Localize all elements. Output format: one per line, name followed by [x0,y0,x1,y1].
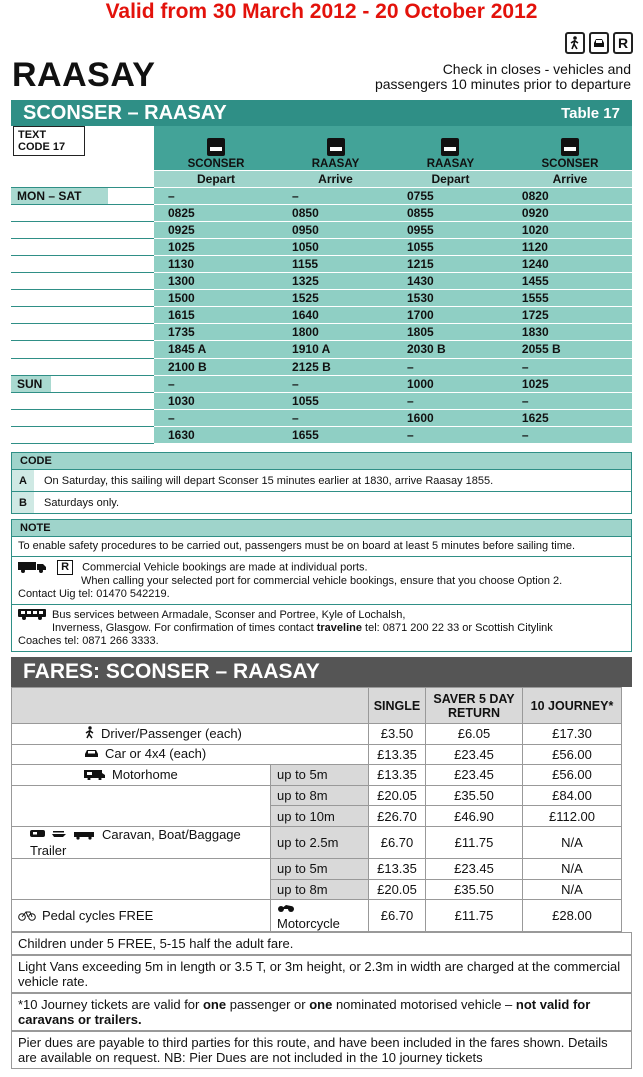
column-header: RAASAY [278,126,393,170]
time-cell: 1120 [508,238,632,255]
sunday-rows [11,375,632,443]
time-cell: 1455 [508,273,632,290]
time-cell: – [508,392,632,409]
time-cell: 1530 [393,290,508,307]
timetable-row [11,204,632,221]
safety-note: To enable safety procedures to be carried out, passengers must be on board at least 5 minutes before sailing time. [12,536,631,556]
time-cell: – [278,375,393,392]
timetable-row [11,324,632,341]
fare-row [12,765,622,786]
fare-row [12,744,622,765]
page-title: RAASAY [12,56,156,94]
fare-value: £23.45 [426,765,523,786]
fare-label: Caravan, Boat/Baggage Trailer [30,826,241,859]
fare-value: £13.35 [369,765,426,786]
timetable-row [11,238,632,255]
time-cell: 0855 [393,204,508,221]
time-cell: 1805 [393,324,508,341]
timetable-subheader-row: Depart Arrive Depart Arrive [11,170,632,187]
time-cell: – [154,187,278,204]
time-cell: 0820 [508,187,632,204]
pedal-cycles-label: Pedal cycles FREE [42,907,154,923]
size-band: up to 5m [271,859,369,880]
fare-value: £23.45 [426,744,523,765]
time-cell: 1240 [508,255,632,272]
time-cell: 1525 [278,290,393,307]
fare-value: N/A [523,826,622,858]
time-cell: 0920 [508,204,632,221]
note-section [11,519,632,652]
fare-value: £56.00 [523,744,622,765]
time-cell: 0755 [393,187,508,204]
note-heading: NOTE [12,520,631,536]
day-label: MON – SAT [11,188,108,204]
time-cell: 1030 [154,392,278,409]
walk-icon [565,32,585,54]
reservation-icon: R [613,32,633,54]
fare-row [12,859,622,880]
fare-row [12,785,622,806]
time-cell: 1555 [508,290,632,307]
motorhome-icon [84,768,106,783]
validity-banner: Valid from 30 March 2012 - 20 October 2012 [105,0,538,23]
header-icons [565,32,633,54]
car-icon [589,32,609,54]
fare-value: £23.45 [426,859,523,880]
bus-icon [18,608,46,622]
time-cell: 1025 [508,375,632,392]
code-section [11,452,632,514]
fare-label: Motorhome [112,766,178,782]
table-number: Table 17 [561,104,620,122]
time-cell: – [508,358,632,375]
time-cell: – [393,358,508,375]
fare-value: £6.70 [369,826,426,858]
time-cell: 1830 [508,324,632,341]
time-cell: 0955 [393,221,508,238]
timetable-row [11,307,632,324]
bikes-row: Pedal cycles FREE Motorcycle £6.70 £11.75 £28.00 [12,900,622,932]
code-item: A On Saturday, this sailing will depart Sconser 15 minutes earlier at 1830, arrive Raasay 1855. [12,469,631,491]
time-cell: 1630 [154,426,278,443]
fare-value: £26.70 [369,806,426,827]
fare-row [12,806,622,827]
time-cell: 2100 B [154,358,278,375]
timetable-row [11,221,632,238]
fare-value: £3.50 [369,724,426,745]
code-item: B Saturdays only. [12,491,631,513]
timetable-row [11,290,632,307]
time-cell: – [393,392,508,409]
bicycle-icon [18,909,36,924]
time-cell: 2125 B [278,358,393,375]
header [0,24,643,100]
time-cell: 1600 [393,409,508,426]
time-cell: 1700 [393,307,508,324]
fare-label: Driver/Passenger (each) [101,725,242,741]
route-header [11,100,632,126]
time-cell: 1055 [393,238,508,255]
time-cell: 1910 A [278,341,393,358]
time-cell: 0825 [154,204,278,221]
time-cell: – [278,409,393,426]
time-cell: 1640 [278,307,393,324]
time-cell: 1300 [154,273,278,290]
size-band: up to 5m [271,765,369,786]
timetable-row [11,341,632,358]
time-cell: 0850 [278,204,393,221]
fare-value: £35.50 [426,879,523,900]
fare-value: £84.00 [523,785,622,806]
time-cell: 1430 [393,273,508,290]
fare-value: N/A [523,879,622,900]
time-cell: 1215 [393,255,508,272]
time-cell: – [508,426,632,443]
timetable-row [11,375,632,392]
column-header: RAASAY [393,126,508,170]
timetable-row [11,255,632,272]
ferry-icon [561,138,579,156]
time-cell: 1845 A [154,341,278,358]
route-name: SCONSER – RAASAY [23,101,227,124]
commercial-note: R Commercial Vehicle bookings are made at individual ports. When calling your selected port for commercial vehicle bookings, ensure that you choose Option 2. Contact Uig tel: 01470 542219. [12,556,631,604]
ferry-icon [327,138,345,156]
pier-dues-note: Pier dues are payable to third parties for this route, and have been included in the fares shown. Details are available on request. NB: Pier Dues are not included in the 10 journey tickets [11,1031,632,1069]
light-vans-note: Light Vans exceeding 5m in length or 3.5 T, or 3m height, or 2.3m in width are charged at the commercial vehicle rate. [11,955,632,993]
column-header: SCONSER [508,126,632,170]
time-cell: 1625 [508,409,632,426]
motorcycle-icon [277,901,295,916]
time-cell: – [154,409,278,426]
reservation-icon: R [57,560,73,575]
timetable-row [11,392,632,409]
time-cell: 0950 [278,221,393,238]
size-band: up to 8m [271,879,369,900]
fare-value: £13.35 [369,744,426,765]
fares-heading: FARES: SCONSER – RAASAY [11,657,632,687]
time-cell: – [154,375,278,392]
fare-value: N/A [523,859,622,880]
fare-value: £35.50 [426,785,523,806]
ferry-icon [441,138,459,156]
time-cell: – [278,187,393,204]
fare-row [12,879,622,900]
timetable-row [11,187,632,204]
motorcycle-label: Motorcycle [277,916,340,932]
code-heading: CODE [12,453,631,469]
time-cell: 1000 [393,375,508,392]
fare-value: £6.05 [426,724,523,745]
time-cell: 1500 [154,290,278,307]
time-cell: 1325 [278,273,393,290]
time-cell: 1800 [278,324,393,341]
time-cell: 1050 [278,238,393,255]
car-icon [84,747,99,762]
fare-value: £56.00 [523,765,622,786]
time-cell: 1735 [154,324,278,341]
time-cell: 1130 [154,255,278,272]
day-label: SUN [11,376,51,392]
fare-row [12,724,622,745]
checkin-notice: Check in closes - vehicles and passengers 10 minutes prior to departure [374,61,631,92]
fare-value: £112.00 [523,806,622,827]
time-cell: 1020 [508,221,632,238]
timetable [11,126,632,444]
fare-value: £17.30 [523,724,622,745]
walk-icon [85,726,95,742]
fares-table [11,687,622,932]
fare-value: £13.35 [369,859,426,880]
time-cell: 1615 [154,307,278,324]
time-cell: 0925 [154,221,278,238]
timetable-row [11,409,632,426]
size-band: up to 10m [271,806,369,827]
caravan-boat-trailer-icon [30,828,96,843]
time-cell: 1055 [278,392,393,409]
time-cell: 2030 B [393,341,508,358]
time-cell: 1655 [278,426,393,443]
timetable-header-row [11,126,632,170]
size-band: up to 8m [271,785,369,806]
fare-value: £11.75 [426,826,523,858]
bus-note: Bus services between Armadale, Sconser and Portree, Kyle of Lochalsh, Inverness, Glasgow. For confirmation of times contact traveline tel: 0871 200 22 33 or Scottish Citylink Coaches tel: 0871 266 3333. [12,604,631,651]
size-band: up to 2.5m [271,826,369,858]
time-cell: 2055 B [508,341,632,358]
time-cell: 1155 [278,255,393,272]
time-cell: – [393,426,508,443]
timetable-row [11,273,632,290]
timetable-row [11,358,632,375]
ferry-icon [207,138,225,156]
fare-value: £20.05 [369,879,426,900]
column-header: SCONSER [154,126,278,170]
time-cell: 1025 [154,238,278,255]
fare-row [12,826,622,858]
fare-value: £20.05 [369,785,426,806]
fare-label: Car or 4x4 (each) [105,746,207,762]
fare-value: £46.90 [426,806,523,827]
time-cell: 1725 [508,307,632,324]
lorry-icon [18,561,48,575]
fares-header-row: SINGLE SAVER 5 DAY RETURN 10 JOURNEY* [12,688,622,724]
timetable-row [11,426,632,443]
children-note: Children under 5 FREE, 5-15 half the adult fare. [11,932,632,955]
ten-journey-note: *10 Journey tickets are valid for one passenger or one nominated motorised vehicle – not valid for caravans or trailers. [11,993,632,1031]
text-code: TEXT CODE 17 [13,126,85,156]
mon-sat-rows [11,187,632,375]
